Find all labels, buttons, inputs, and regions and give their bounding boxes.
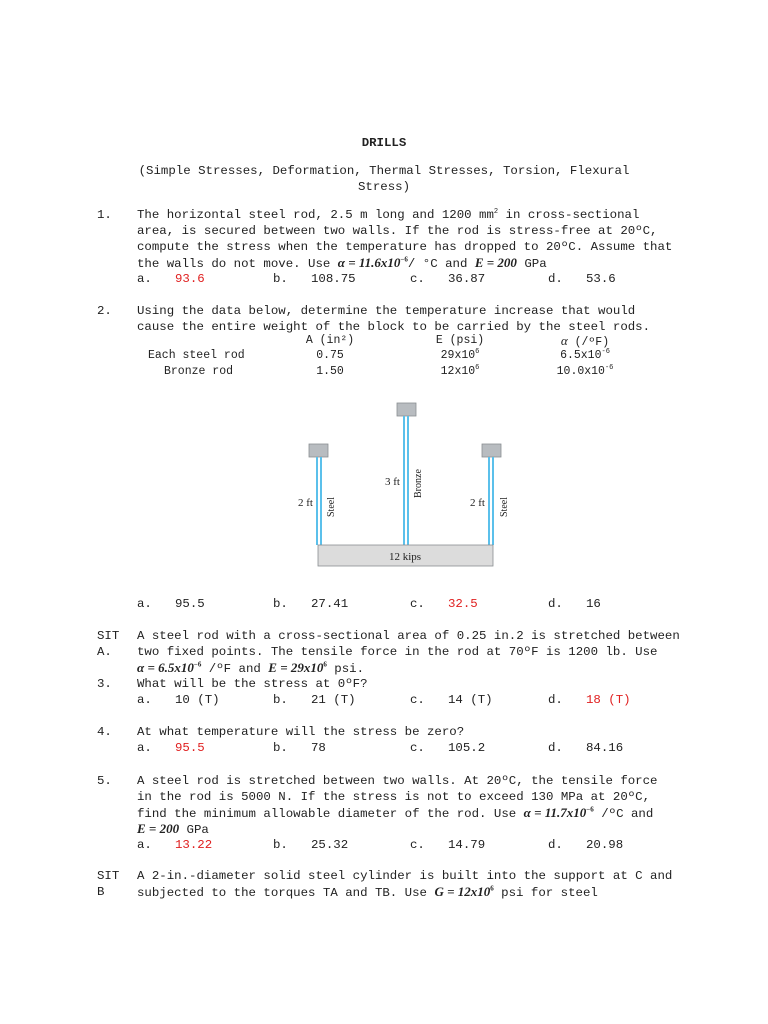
- choice-letter: d.: [548, 272, 563, 286]
- choice-value: 14 (T): [448, 693, 493, 707]
- table-cell: $29x10^6$: [440, 348, 480, 362]
- table-cell: 0.75: [316, 349, 344, 362]
- situation-text-line: subjected to the torques TA and TB. Use $G = 12x10^6$ psi for steel: [137, 884, 598, 900]
- question-text-line: What will be the stress at 0ºF?: [137, 677, 368, 691]
- situation-text-line: $\alpha = 6.5x10^{-6}$ /ºF and $E = 29x10^6$ psi.: [137, 660, 365, 676]
- question-text-line: E = 200 GPa: [137, 821, 209, 837]
- question-number: 5.: [97, 774, 112, 788]
- right-length-label: 2 ft: [470, 497, 485, 509]
- choice-value-correct: 13.22: [175, 838, 213, 852]
- choice-letter: d.: [548, 741, 563, 755]
- choice-value: 105.2: [448, 741, 486, 755]
- table-header: E (psi): [435, 334, 485, 347]
- choice-value: 25.32: [311, 838, 349, 852]
- choice-value: 27.41: [311, 597, 349, 611]
- choice-letter: a.: [137, 597, 152, 611]
- situation-text-line: A 2-in.-diameter solid steel cylinder is built into the support at C and: [137, 869, 673, 883]
- question-text-line: in the rod is 5000 N. If the stress is not to exceed 130 MPa at 20ºC,: [137, 790, 651, 804]
- right-material-label: Steel: [499, 497, 510, 517]
- left-support-block: [309, 444, 328, 457]
- choice-letter: a.: [137, 272, 152, 286]
- choice-value: 10 (T): [175, 693, 220, 707]
- choice-value: 16: [586, 597, 601, 611]
- question-number: 2.: [97, 304, 112, 318]
- page-subtitle-line1: (Simple Stresses, Deformation, Thermal Stresses, Torsion, Flexural: [138, 164, 630, 178]
- choice-letter: b.: [273, 272, 288, 286]
- choice-letter: a.: [137, 741, 152, 755]
- choice-value: 78: [311, 741, 326, 755]
- choice-value-correct: 93.6: [175, 272, 205, 286]
- question-text-line: compute the stress when the temperature has dropped to 20ºC. Assume that: [137, 240, 673, 254]
- choice-value: 14.79: [448, 838, 486, 852]
- question-text-line: area, is secured between two walls. If the rod is stress-free at 20ºC,: [137, 224, 658, 238]
- table-row-label: Bronze rod: [164, 365, 234, 378]
- choice-letter: a.: [137, 838, 152, 852]
- table-header: α (/ºF): [560, 333, 610, 349]
- middle-bronze-rod: [404, 416, 408, 545]
- choice-value: 53.6: [586, 272, 616, 286]
- situation-label: SIT: [97, 629, 120, 643]
- choice-letter: c.: [410, 597, 425, 611]
- choice-value: 21 (T): [311, 693, 356, 707]
- situation-label: B: [97, 885, 105, 899]
- table-header: A (in²): [305, 334, 355, 347]
- middle-material-label: Bronze: [413, 469, 424, 498]
- choice-value-correct: 95.5: [175, 741, 205, 755]
- choice-letter: d.: [548, 838, 563, 852]
- middle-length-label: 3 ft: [385, 476, 400, 488]
- choice-letter: c.: [410, 741, 425, 755]
- left-material-label: Steel: [326, 497, 337, 517]
- right-steel-rod: [489, 457, 493, 545]
- choice-value: 36.87: [448, 272, 486, 286]
- situation-text-line: A steel rod with a cross-sectional area of 0.25 in.2 is stretched between: [137, 629, 680, 643]
- choice-letter: b.: [273, 838, 288, 852]
- table-cell: $10.0x10^{-6}$: [556, 364, 614, 378]
- left-length-label: 2 ft: [298, 497, 313, 509]
- page-title: DRILLS: [361, 136, 407, 150]
- table-cell: $6.5x10^{-6}$: [560, 348, 610, 362]
- question-number: 4.: [97, 725, 112, 739]
- choice-letter: b.: [273, 741, 288, 755]
- choice-letter: a.: [137, 693, 152, 707]
- question-text-line: Using the data below, determine the temperature increase that would: [137, 304, 636, 318]
- question-number: 3.: [97, 677, 112, 691]
- choice-letter: b.: [273, 597, 288, 611]
- table-row-label: Each steel rod: [148, 349, 245, 362]
- question-text-line: The horizontal steel rod, 2.5 m long and 1200 $mm^2$ in cross-sectional: [137, 207, 640, 222]
- choice-letter: d.: [548, 597, 563, 611]
- load-label: 12 kips: [388, 551, 422, 563]
- page-subtitle-line2: Stress): [357, 180, 411, 194]
- question-text-line: A steel rod is stretched between two walls. At 20ºC, the tensile force: [137, 774, 658, 788]
- choice-letter: c.: [410, 272, 425, 286]
- middle-support-block: [397, 403, 416, 416]
- question-number: 1.: [97, 208, 112, 222]
- question-text-line: cause the entire weight of the block to be carried by the steel rods.: [137, 320, 651, 334]
- choice-letter: c.: [410, 693, 425, 707]
- choice-letter: c.: [410, 838, 425, 852]
- question-text-line: At what temperature will the stress be zero?: [137, 725, 465, 739]
- choice-value: 95.5: [175, 597, 205, 611]
- question-text-line: the walls do not move. Use $\alpha = 11.6x10^{-6}/$ °C and E = 200 GPa: [137, 255, 547, 271]
- rod-system-figure: [0, 395, 768, 575]
- choice-value: 20.98: [586, 838, 624, 852]
- right-support-block: [482, 444, 501, 457]
- situation-label: A.: [97, 645, 112, 659]
- choice-value: 84.16: [586, 741, 624, 755]
- situation-label: SIT: [97, 869, 120, 883]
- left-steel-rod: [317, 457, 321, 545]
- situation-text-line: two fixed points. The tensile force in the rod at 70ºF is 1200 lb. Use: [137, 645, 658, 659]
- table-cell: $12x10^6$: [440, 364, 480, 378]
- table-cell: 1.50: [316, 365, 344, 378]
- choice-letter: d.: [548, 693, 563, 707]
- choice-value-correct: 18 (T): [586, 693, 631, 707]
- choice-letter: b.: [273, 693, 288, 707]
- choice-value: 108.75: [311, 272, 356, 286]
- question-text-line: find the minimum allowable diameter of the rod. Use $\alpha = 11.7x10^{-6}$ /ºC and: [137, 805, 654, 821]
- choice-value-correct: 32.5: [448, 597, 478, 611]
